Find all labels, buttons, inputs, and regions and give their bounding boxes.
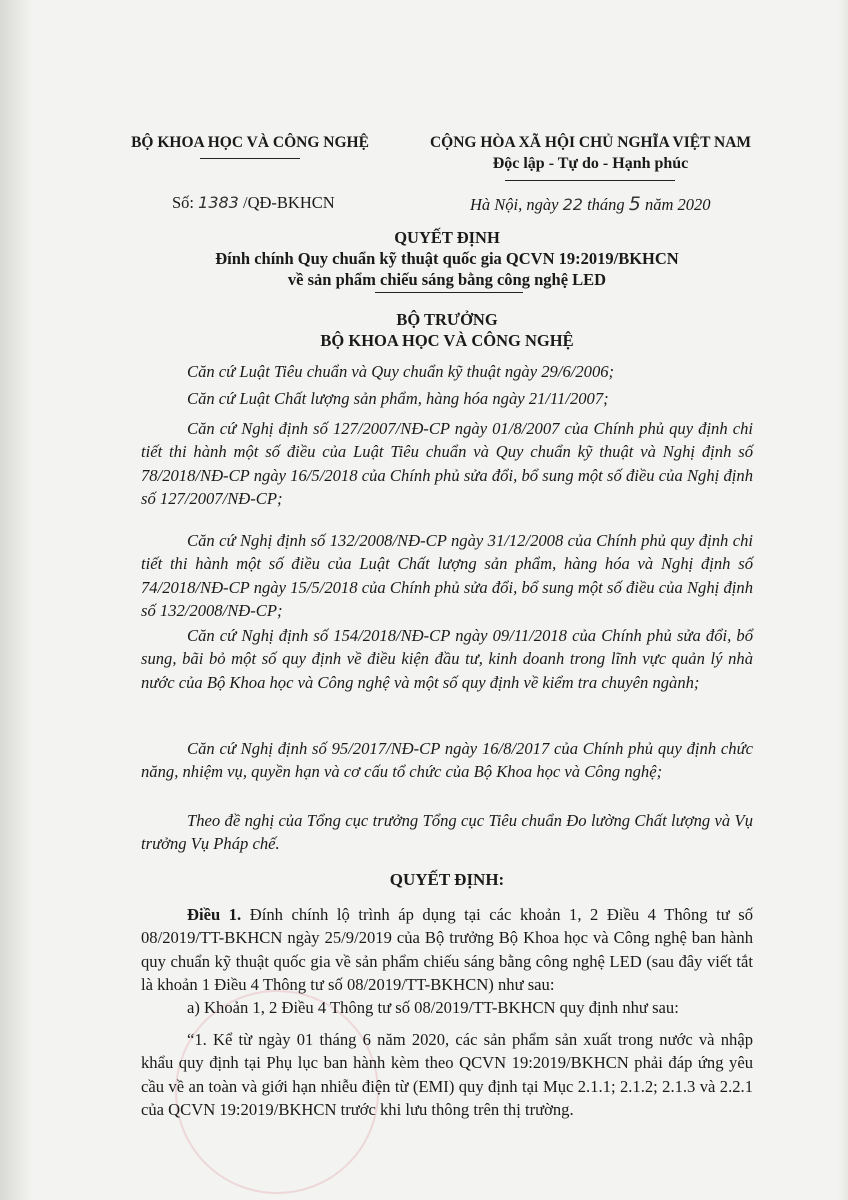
handwritten-month: 5 xyxy=(628,193,641,215)
title-line-2: về sản phẩm chiếu sáng bằng công nghệ LED xyxy=(287,270,607,289)
date-prefix: Hà Nội, ngày xyxy=(470,195,559,214)
article-1-item-a: a) Khoản 1, 2 Điều 4 Thông tư số 08/2019/TT-BKHCN quy định như sau: xyxy=(187,998,679,1017)
document-number xyxy=(172,193,335,213)
preamble-paragraph: Căn cứ Luật Chất lượng sản phẩm, hàng hóa ngày 21/11/2007; xyxy=(187,389,609,408)
scan-right-edge xyxy=(838,0,848,1200)
decision-heading: QUYẾT ĐỊNH: xyxy=(389,870,505,889)
preamble-paragraph: Căn cứ Luật Tiêu chuẩn và Quy chuẩn kỹ thuật ngày 29/6/2006; xyxy=(187,362,615,381)
country-name: CỘNG HÒA XÃ HỘI CHỦ NGHĨA VIỆT NAM xyxy=(429,134,752,151)
handwritten-number: 1383 xyxy=(198,193,239,212)
article-1-quote-clause-1: “1. Kể từ ngày 01 tháng 6 năm 2020, các sản phẩm sản xuất trong nước và nhập khẩu quy định tại Phụ lục ban hành kèm theo QCVN 19:2019/BKHCN phải đáp ứng yêu cầu về an toàn và giới hạn nhiễu điện từ (EMI) quy định tại Mục 2.1.1; 2.1.2; 2.1.3 và 2.2.1 của QCVN 19:2019/BKHCN trước khi lưu thông trên thị trường. xyxy=(141,1030,753,1120)
scan-left-edge xyxy=(0,0,34,1200)
title-underline xyxy=(375,292,523,293)
handwritten-day: 22 xyxy=(562,195,583,214)
number-prefix: Số: xyxy=(172,193,195,212)
title-line-1: Đính chính Quy chuẩn kỹ thuật quốc gia QCVN 19:2019/BKHCN xyxy=(215,249,679,268)
issue-date xyxy=(470,193,711,215)
issuing-agency: BỘ KHOA HỌC VÀ CÔNG NGHỆ xyxy=(131,134,369,151)
month-label: tháng xyxy=(587,195,625,214)
article-1-text: Đính chính lộ trình áp dụng tại các khoản 1, 2 Điều 4 Thông tư số 08/2019/TT-BKHCN ngày 25/9/2019 của Bộ trưởng Bộ Khoa học và Công nghệ ban hành quy chuẩn kỹ thuật quốc gia về sản phẩm chiếu sáng bằng công nghệ LED (sau đây viết tắt là khoản 1 Điều 4 Thông tư số 08/2019/TT-BKHCN) như sau: xyxy=(141,905,754,995)
preamble-paragraph: Căn cứ Nghị định số 132/2008/NĐ-CP ngày 31/12/2008 của Chính phủ quy định chi tiết thi hành một số điều của Luật Chất lượng sản phẩm, hàng hóa và Nghị định số 74/2018/NĐ-CP ngày 15/5/2018 của Chính phủ sửa đổi, bổ sung một số điều của Nghị định số 132/2008/NĐ-CP; xyxy=(141,531,753,621)
preamble-paragraph: Căn cứ Nghị định số 154/2018/NĐ-CP ngày 09/11/2018 của Chính phủ sửa đổi, bổ sung, bãi bỏ một số quy định về điều kiện đầu tư, kinh doanh trong lĩnh vực quản lý nhà nước của Bộ Khoa học và Công nghệ và một số quy định về kiểm tra chuyên ngành; xyxy=(141,626,753,692)
preamble-paragraph: Căn cứ Nghị định số 127/2007/NĐ-CP ngày 01/8/2007 của Chính phủ quy định chi tiết thi hành một số điều của Luật Tiêu chuẩn và Quy chuẩn kỹ thuật và Nghị định số 78/2018/NĐ-CP ngày 16/5/2018 của Chính phủ sửa đổi, bổ sung một số điều của Nghị định số 127/2007/NĐ-CP; xyxy=(141,419,753,509)
national-motto: Độc lập - Tự do - Hạnh phúc xyxy=(492,155,689,172)
article-1 xyxy=(141,903,753,997)
agency-underline xyxy=(200,158,300,159)
authority-line-2: BỘ KHOA HỌC VÀ CÔNG NGHỆ xyxy=(320,331,574,350)
preamble-paragraph: Căn cứ Nghị định số 95/2017/NĐ-CP ngày 16/8/2017 của Chính phủ quy định chức năng, nhiệm vụ, quyền hạn và cơ cấu tổ chức của Bộ Khoa học và Công nghệ; xyxy=(141,739,753,782)
authority-line-1: BỘ TRƯỞNG xyxy=(396,310,498,329)
article-1-label: Điều 1. xyxy=(187,905,242,924)
document-title: QUYẾT ĐỊNH xyxy=(394,228,500,247)
preamble-paragraph: Theo đề nghị của Tổng cục trưởng Tổng cục Tiêu chuẩn Đo lường Chất lượng và Vụ trưởng Vụ Pháp chế. xyxy=(141,811,753,854)
number-suffix: /QĐ-BKHCN xyxy=(242,193,335,212)
motto-underline xyxy=(505,180,675,181)
date-year: năm 2020 xyxy=(645,195,711,214)
